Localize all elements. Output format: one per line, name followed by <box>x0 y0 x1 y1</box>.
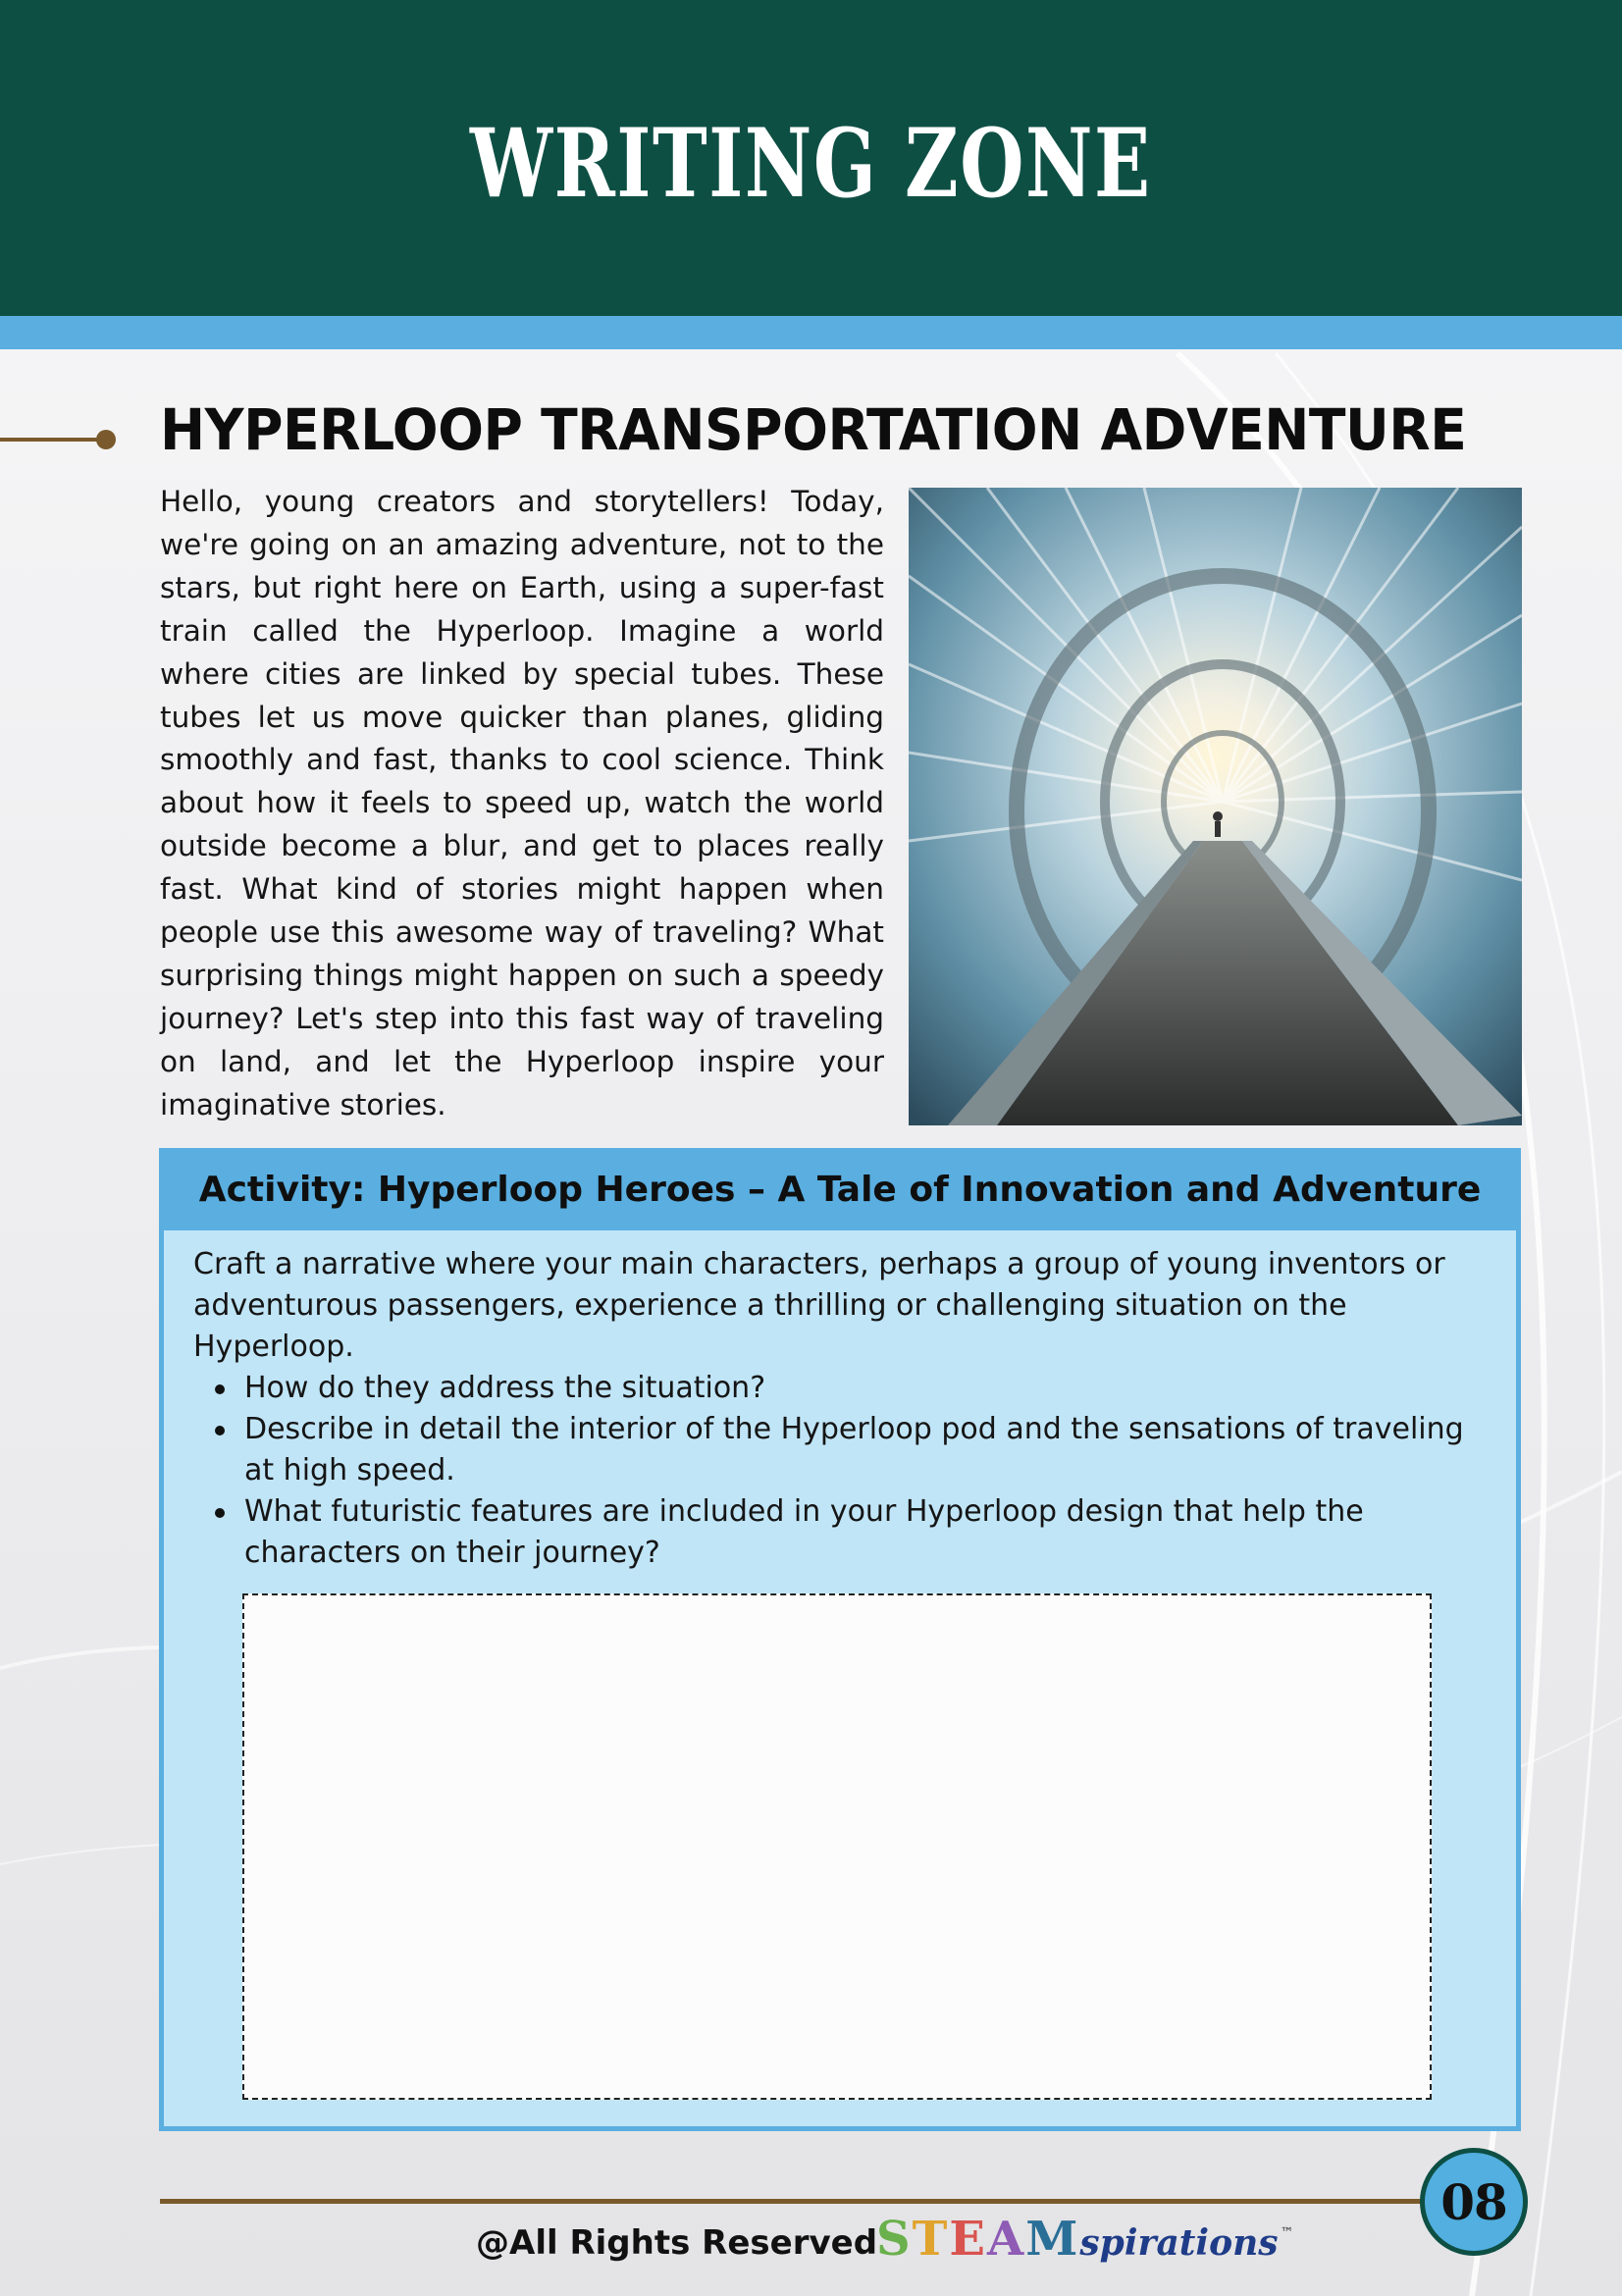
page-header <box>0 0 1622 316</box>
header-accent-stripe <box>0 316 1622 349</box>
page-number: 08 <box>1440 2172 1507 2231</box>
list-item: What futuristic features are included in your Hyperloop design that help the characters on their journey? <box>215 1491 1489 1574</box>
hyperloop-tunnel-photo <box>909 488 1522 1125</box>
copyright-text: @All Rights Reserved <box>476 2223 878 2263</box>
section-title: HYPERLOOP TRANSPORTATION ADVENTURE <box>160 396 1467 463</box>
story-writing-area[interactable] <box>242 1593 1432 2100</box>
activity-box <box>159 1230 1521 2131</box>
activity-prompt: Craft a narrative where your main characters, perhaps a group of young inventors or adventurous passengers, experience a thrilling or challenging situation on the Hyperloop. <box>193 1247 1445 1364</box>
intro-paragraph: Hello, young creators and storytellers! Today, we're going on an amazing adventure, not to the stars, but right here on Earth, using a super-fast train called the Hyperloop. Imagine a world where cities are linked by special tubes. These tubes let us move quicker than planes, gliding smoothly and fast, thanks to cool science. Think about how it feels to speed up, watch the world outside become a blur, and get to places really fast. What kind of stories might happen when people use this awesome way of traveling? What surprising things might happen on such a speedy journey? Let's step into this fast way of traveling on land, and let the Hyperloop inspire your imaginative stories. <box>160 485 884 1122</box>
logo-tail-text: spirations <box>1079 2222 1279 2264</box>
title-decor-line <box>0 438 110 442</box>
activity-bullet-list <box>215 1368 1489 1574</box>
list-item: Describe in detail the interior of the Hyperloop pod and the sensations of traveling at high speed. <box>215 1409 1489 1491</box>
page-number-badge <box>1420 2148 1528 2256</box>
activity-title: Activity: Hyperloop Heroes – A Tale of Innovation and Adventure <box>198 1169 1482 1210</box>
activity-instructions <box>193 1244 1489 1574</box>
title-decor-dot <box>96 430 116 449</box>
header-title: WRITING ZONE <box>470 107 1152 219</box>
list-item: How do they address the situation? <box>215 1368 1489 1409</box>
activity-header <box>159 1148 1521 1230</box>
logo-steam-letters: STEAM <box>876 2212 1080 2267</box>
trademark-symbol: ™ <box>1280 2225 1294 2241</box>
steamspirations-logo <box>876 2212 1294 2267</box>
footer-rule <box>160 2199 1436 2204</box>
